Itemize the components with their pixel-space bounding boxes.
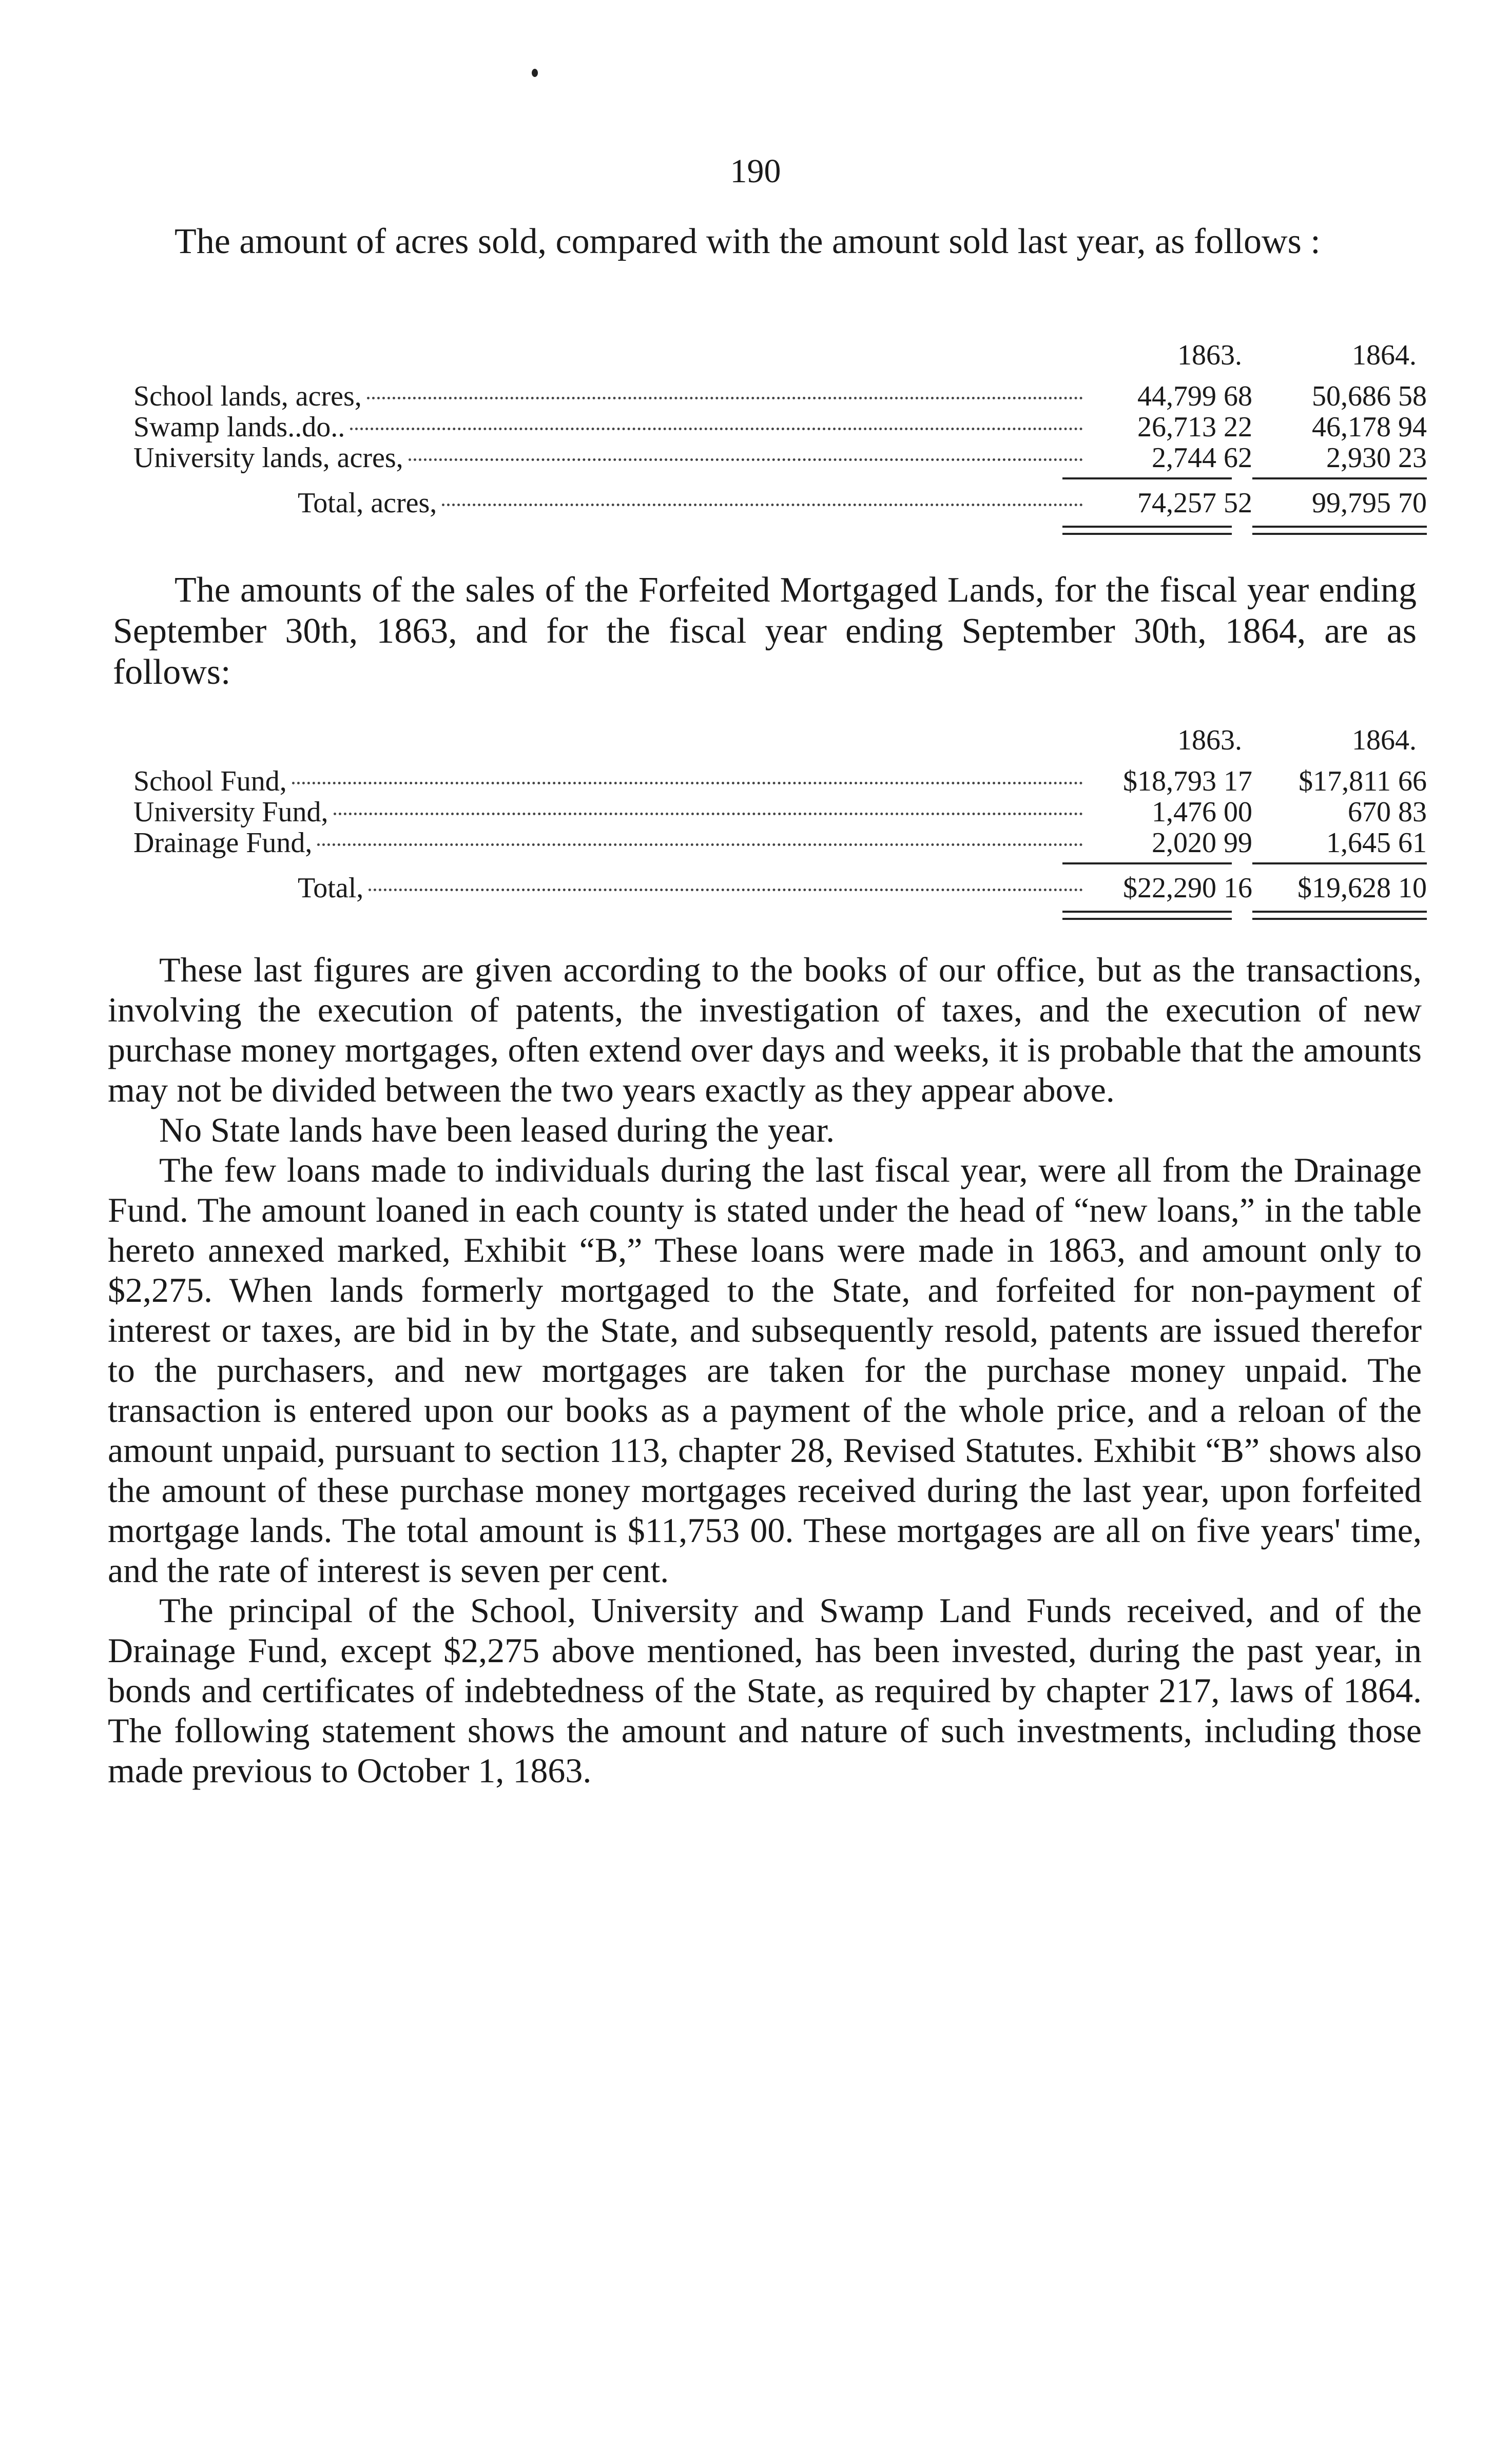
value-1863: $18,793 17: [1123, 765, 1252, 797]
total-label: Total,: [298, 872, 364, 904]
value-1864: 46,178 94: [1312, 411, 1427, 443]
acres-year-1864: 1864.: [1352, 339, 1417, 371]
row-label: School Fund,: [133, 765, 287, 797]
row-label: School lands, acres,: [133, 380, 362, 412]
paragraph: No State lands have been leased during the year.: [159, 1110, 835, 1149]
intro-text: The amount of acres sold, compared with the amount sold last year, as follows :: [175, 222, 1321, 261]
table-row: [133, 765, 1427, 796]
table-row: [133, 411, 1427, 441]
sum-rule: [133, 857, 1427, 872]
dot-leader: [334, 813, 1083, 815]
body-text: [108, 950, 1422, 1791]
total-1863: 74,257 52: [1137, 487, 1252, 519]
acres-table-header: [133, 339, 1427, 380]
dot-leader: [317, 843, 1083, 846]
dot-leader: [369, 889, 1083, 891]
double-rule: [133, 523, 1427, 543]
value-1863: 2,744 62: [1152, 442, 1252, 474]
intro-paragraph: [113, 221, 1417, 263]
total-1863: $22,290 16: [1123, 872, 1252, 904]
value-1864: 50,686 58: [1312, 380, 1427, 412]
ink-mark: [532, 69, 538, 77]
value-1863: 1,476 00: [1152, 796, 1252, 828]
dot-leader: [442, 504, 1083, 506]
page-number: 190: [730, 152, 781, 190]
value-1864: 1,645 61: [1326, 827, 1427, 859]
total-row: [133, 487, 1427, 523]
row-label: Swamp lands..do..: [133, 411, 345, 443]
value-1864: 2,930 23: [1326, 442, 1427, 474]
paragraph: These last figures are given according to the books of our office, but as the transactions, involving the execution of patents, the investigation of taxes, and the execution of new purchase money mortgages, often extend over days and weeks, it is probable that the amounts may not be divided between the two years exactly as they appear above.: [108, 950, 1422, 1109]
paragraph: The principal of the School, University and Swamp Land Funds received, and of the Drainage Fund, except $2,275 above mentioned, has been invested, during the past year, in bonds and certificates of indebtedness of the State, as required by chapter 217, laws of 1864. The following statement shows the amount and nature of such investments, including those made previous to October 1, 1863.: [108, 1591, 1422, 1790]
value-1863: 26,713 22: [1137, 411, 1252, 443]
total-1864: 99,795 70: [1312, 487, 1427, 519]
table-row: [133, 441, 1427, 472]
acres-table: [133, 339, 1427, 543]
paragraph: The few loans made to individuals during the last fiscal year, were all from the Drainage Fund. The amount loaned in each county is stated under the head of “new loans,” in the table hereto annexed marked, Exhibit “B,” These loans were made in 1863, and amount only to $2,275. When lands formerly mortgaged to the State, and forfeited for non-payment of interest or taxes, are bid in by the State, and subsequently resold, patents are issued therefor to the purchasers, and new mortgages are taken for the purchase money unpaid. The transaction is entered upon our books as a payment of the whole price, and a reloan of the amount unpaid, pursuant to section 113, chapter 28, Revised Statutes. Exhibit “B” shows also the amount of these purchase money mortgages received during the last year, upon forfeited mortgage lands. The total amount is $11,753 00. These mortgages are all on five years' time, and the rate of interest is seven per cent.: [108, 1150, 1422, 1590]
forfeited-paragraph: [113, 570, 1417, 693]
dot-leader: [409, 458, 1083, 461]
dot-leader: [367, 397, 1083, 399]
table-row: [133, 796, 1427, 826]
fund-year-1863: 1863.: [1177, 724, 1242, 756]
dot-leader: [292, 782, 1083, 784]
fund-year-1864: 1864.: [1352, 724, 1417, 756]
dot-leader: [350, 428, 1083, 430]
table-row: [133, 826, 1427, 857]
fund-table-header: [133, 724, 1427, 765]
forfeited-text: The amounts of the sales of the Forfeited Mortgaged Lands, for the fiscal year ending September 30th, 1863, and for the fiscal year ending September 30th, 1864, are as follows:: [113, 570, 1417, 692]
fund-table: [133, 724, 1427, 928]
total-row: [133, 872, 1427, 908]
total-label: Total, acres,: [298, 487, 437, 519]
acres-year-1863: 1863.: [1177, 339, 1242, 371]
sum-rule: [133, 472, 1427, 487]
value-1864: 670 83: [1348, 796, 1427, 828]
row-label: University lands, acres,: [133, 442, 403, 474]
row-label: University Fund,: [133, 796, 328, 828]
value-1863: 44,799 68: [1137, 380, 1252, 412]
table-row: [133, 380, 1427, 411]
row-label: Drainage Fund,: [133, 827, 313, 859]
value-1863: 2,020 99: [1152, 827, 1252, 859]
total-1864: $19,628 10: [1297, 872, 1427, 904]
double-rule: [133, 908, 1427, 928]
value-1864: $17,811 66: [1299, 765, 1427, 797]
